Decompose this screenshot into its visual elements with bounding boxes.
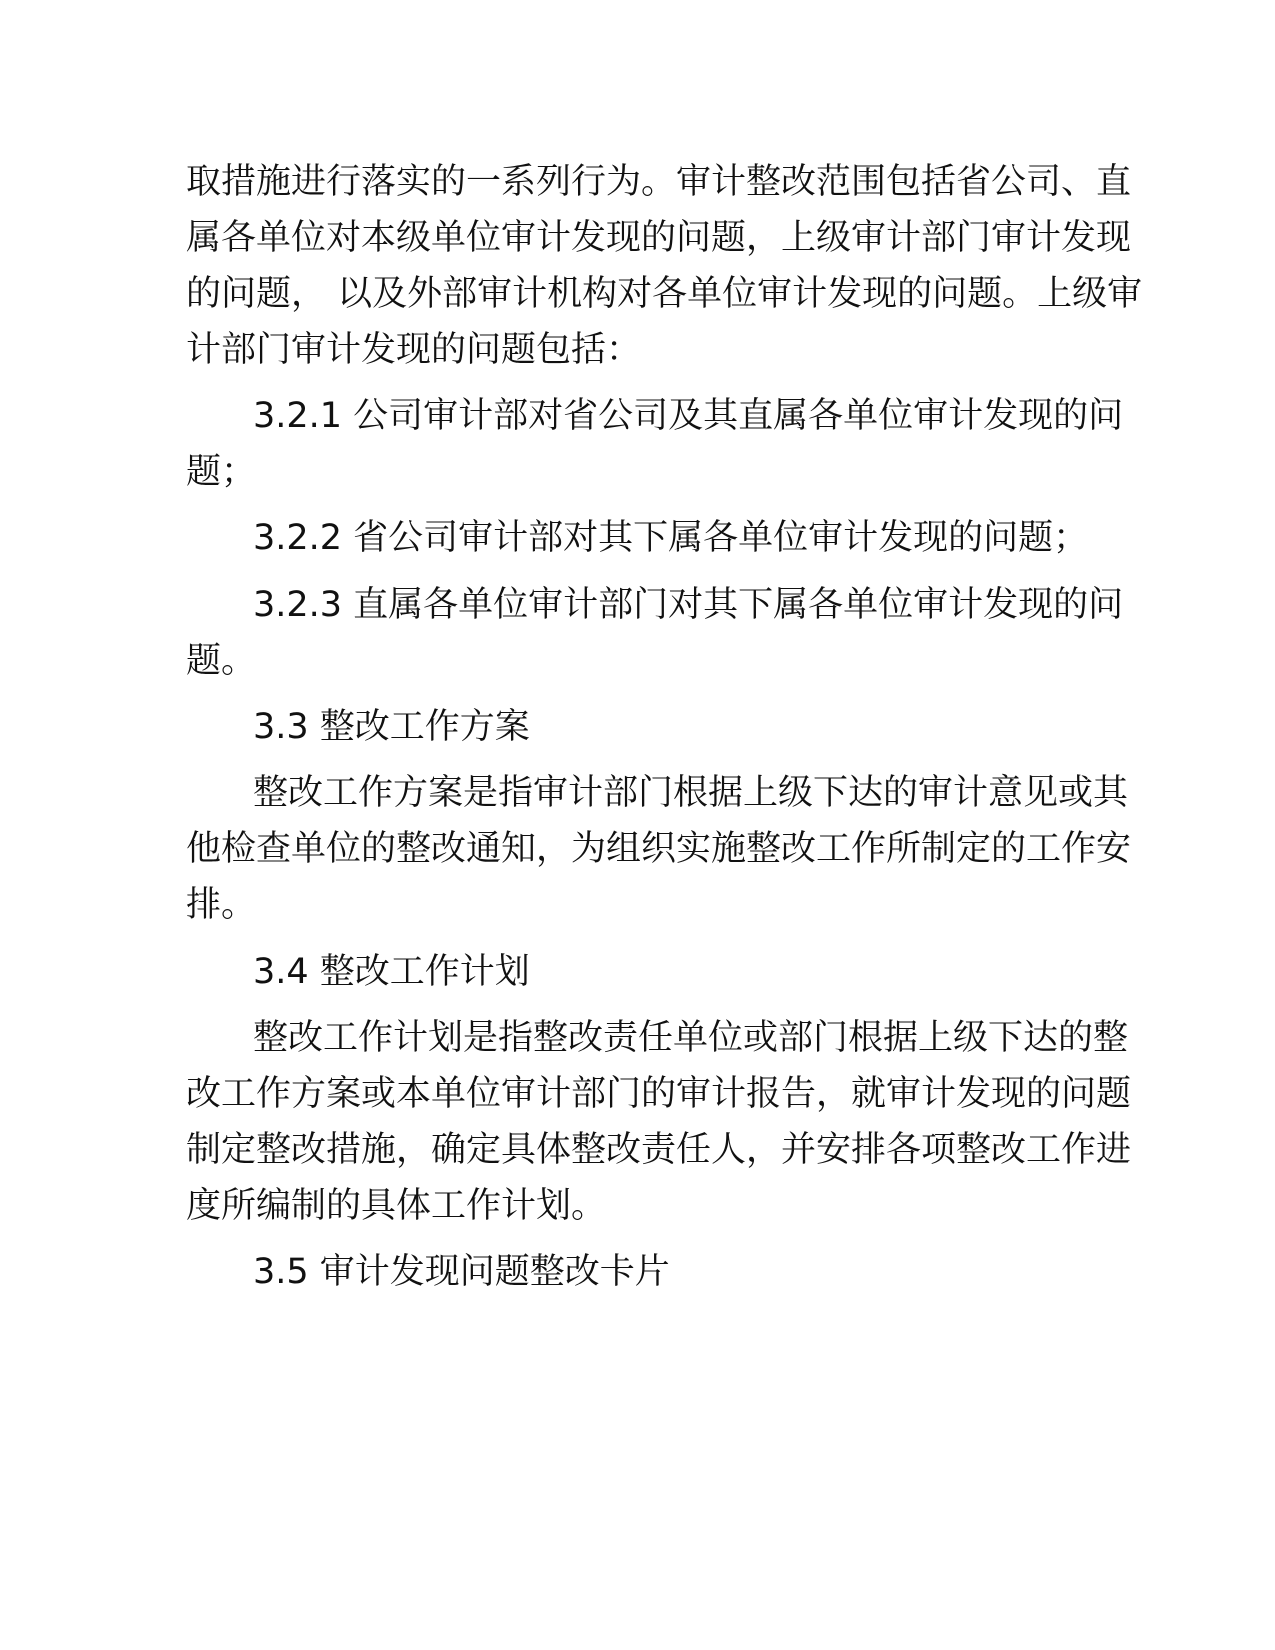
paragraph-line: 排。 <box>186 885 257 925</box>
paragraph-line: 题； <box>186 452 257 492</box>
paragraph-line: 整改工作方案是指审计部门根据上级下达的审计意见或其 <box>253 773 1129 813</box>
paragraph-line: 取措施进行落实的一系列行为。审计整改范围包括省公司、直 <box>186 162 1132 202</box>
paragraph-line: 改工作方案或本单位审计部门的审计报告，就审计发现的问题 <box>186 1074 1132 1114</box>
paragraph-line: 度所编制的具体工作计划。 <box>186 1186 607 1226</box>
paragraph-line: 他检查单位的整改通知，为组织实施整改工作所制定的工作安 <box>186 829 1132 869</box>
section-item-3-2-2: 3.2.2 省公司审计部对其下属各单位审计发现的问题； <box>253 518 1089 558</box>
section-item-3-2-3: 3.2.3 直属各单位审计部门对其下属各单位审计发现的问 <box>253 585 1124 625</box>
paragraph-line: 属各单位对本级单位审计发现的问题，上级审计部门审计发现 <box>186 218 1132 258</box>
paragraph-line: 题。 <box>186 641 257 681</box>
paragraph-line: 制定整改措施，确定具体整改责任人，并安排各项整改工作进 <box>186 1130 1132 1170</box>
section-heading-3-5: 3.5 审计发现问题整改卡片 <box>253 1252 670 1292</box>
paragraph-line: 整改工作计划是指整改责任单位或部门根据上级下达的整 <box>253 1018 1129 1058</box>
section-heading-3-4: 3.4 整改工作计划 <box>253 952 530 992</box>
paragraph-line: 计部门审计发现的问题包括： <box>186 330 642 370</box>
section-heading-3-3: 3.3 整改工作方案 <box>253 707 530 747</box>
section-item-3-2-1: 3.2.1 公司审计部对省公司及其直属各单位审计发现的问 <box>253 396 1124 436</box>
paragraph-line: 的问题， 以及外部审计机构对各单位审计发现的问题。上级审 <box>186 274 1143 314</box>
